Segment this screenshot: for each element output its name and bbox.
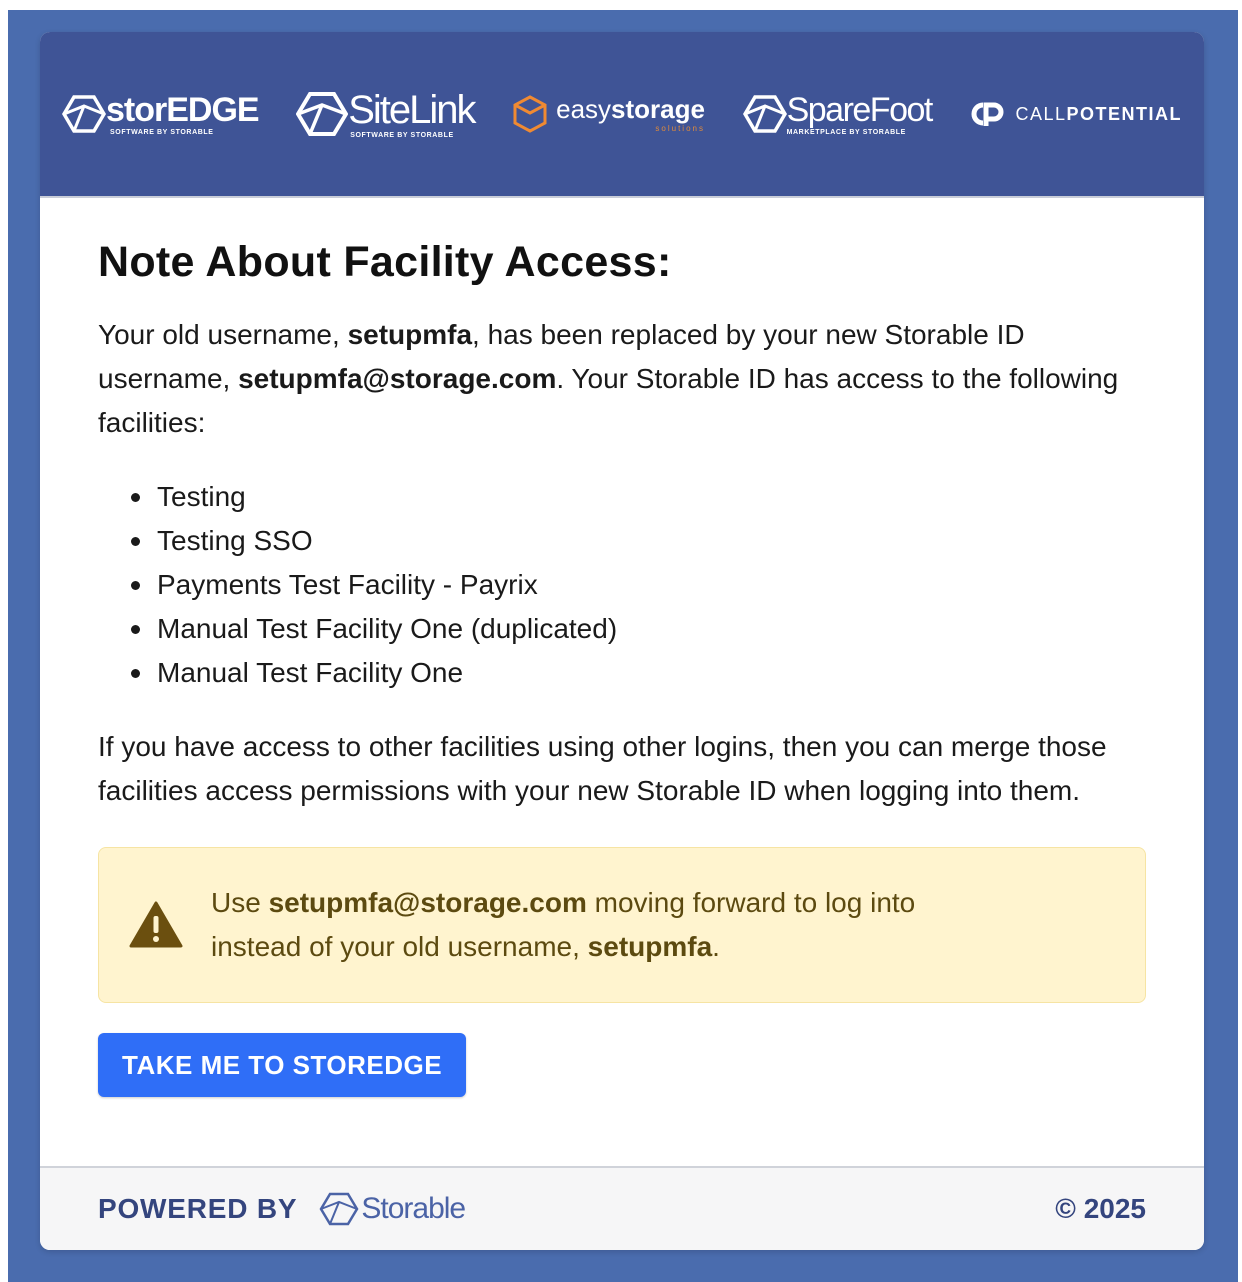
new-username: setupmfa@storage.com (238, 363, 557, 394)
take-me-to-storedge-button[interactable]: TAKE ME TO STOREDGE (98, 1033, 466, 1097)
message-body (40, 198, 1204, 1097)
page-title: Note About Facility Access: (98, 238, 672, 286)
list-item: Testing (128, 475, 1146, 519)
powered-by-label: POWERED BY (98, 1193, 298, 1224)
easystorage-logo (512, 94, 705, 134)
list-item: Manual Test Facility One (duplicated) (128, 607, 1146, 651)
storedge-logo (62, 90, 259, 136)
sparefoot-logo (743, 90, 932, 136)
sitelink-logo (296, 87, 475, 139)
callpotential-logo (969, 99, 1182, 129)
storedge-mark-icon (62, 94, 106, 134)
easystorage-wordmark: easystorage (556, 93, 705, 124)
sparefoot-mark-icon (743, 94, 787, 134)
storedge-wordmark: storEDGE (106, 90, 259, 129)
warning-icon (129, 901, 183, 949)
intro-paragraph: Your old username, setupmfa, has been replaced by your new Storable ID username, setupmfa@storage.com. Your Storable ID has access to the following facilities: (98, 319, 1119, 438)
frame-edge (0, 0, 8, 1282)
list-item: Testing SSO (128, 519, 1146, 563)
list-item: Payments Test Facility - Payrix (128, 563, 1146, 607)
brand-header (40, 32, 1204, 198)
warning-text: Use setupmfa@storage.com moving forward to log into instead of your old username, setupmfa. (211, 887, 916, 962)
callpotential-mark-icon (969, 99, 1007, 129)
frame-edge (0, 0, 1242, 10)
storable-mark-icon (319, 1191, 359, 1227)
callpotential-wordmark: CALLPOTENTIAL (1015, 104, 1182, 124)
email-card (40, 32, 1204, 1250)
warning-alert (98, 847, 1146, 1003)
old-username: setupmfa (347, 319, 473, 350)
sitelink-mark-icon (296, 91, 348, 137)
list-item: Manual Test Facility One (128, 651, 1146, 695)
sparefoot-wordmark: SpareFoot (786, 90, 932, 129)
sitelink-wordmark: SiteLink (348, 87, 475, 132)
footer (40, 1166, 1204, 1250)
storedge-tagline: SOFTWARE BY STORABLE (110, 128, 214, 136)
facility-list (128, 475, 1146, 695)
merge-note: If you have access to other facilities using other logins, then you can merge those facilities access permissions with your new Storable ID when logging into them. (98, 731, 1107, 806)
easystorage-box-icon (512, 94, 548, 134)
sparefoot-tagline: MARKETPLACE BY STORABLE (786, 128, 906, 136)
storable-wordmark: Storable (361, 1192, 466, 1225)
copyright: © 2025 (1055, 1193, 1146, 1224)
easystorage-tagline: solutions (655, 123, 705, 133)
sitelink-tagline: SOFTWARE BY STORABLE (350, 131, 454, 139)
powered-by (98, 1191, 465, 1227)
frame-edge (1238, 0, 1242, 1282)
